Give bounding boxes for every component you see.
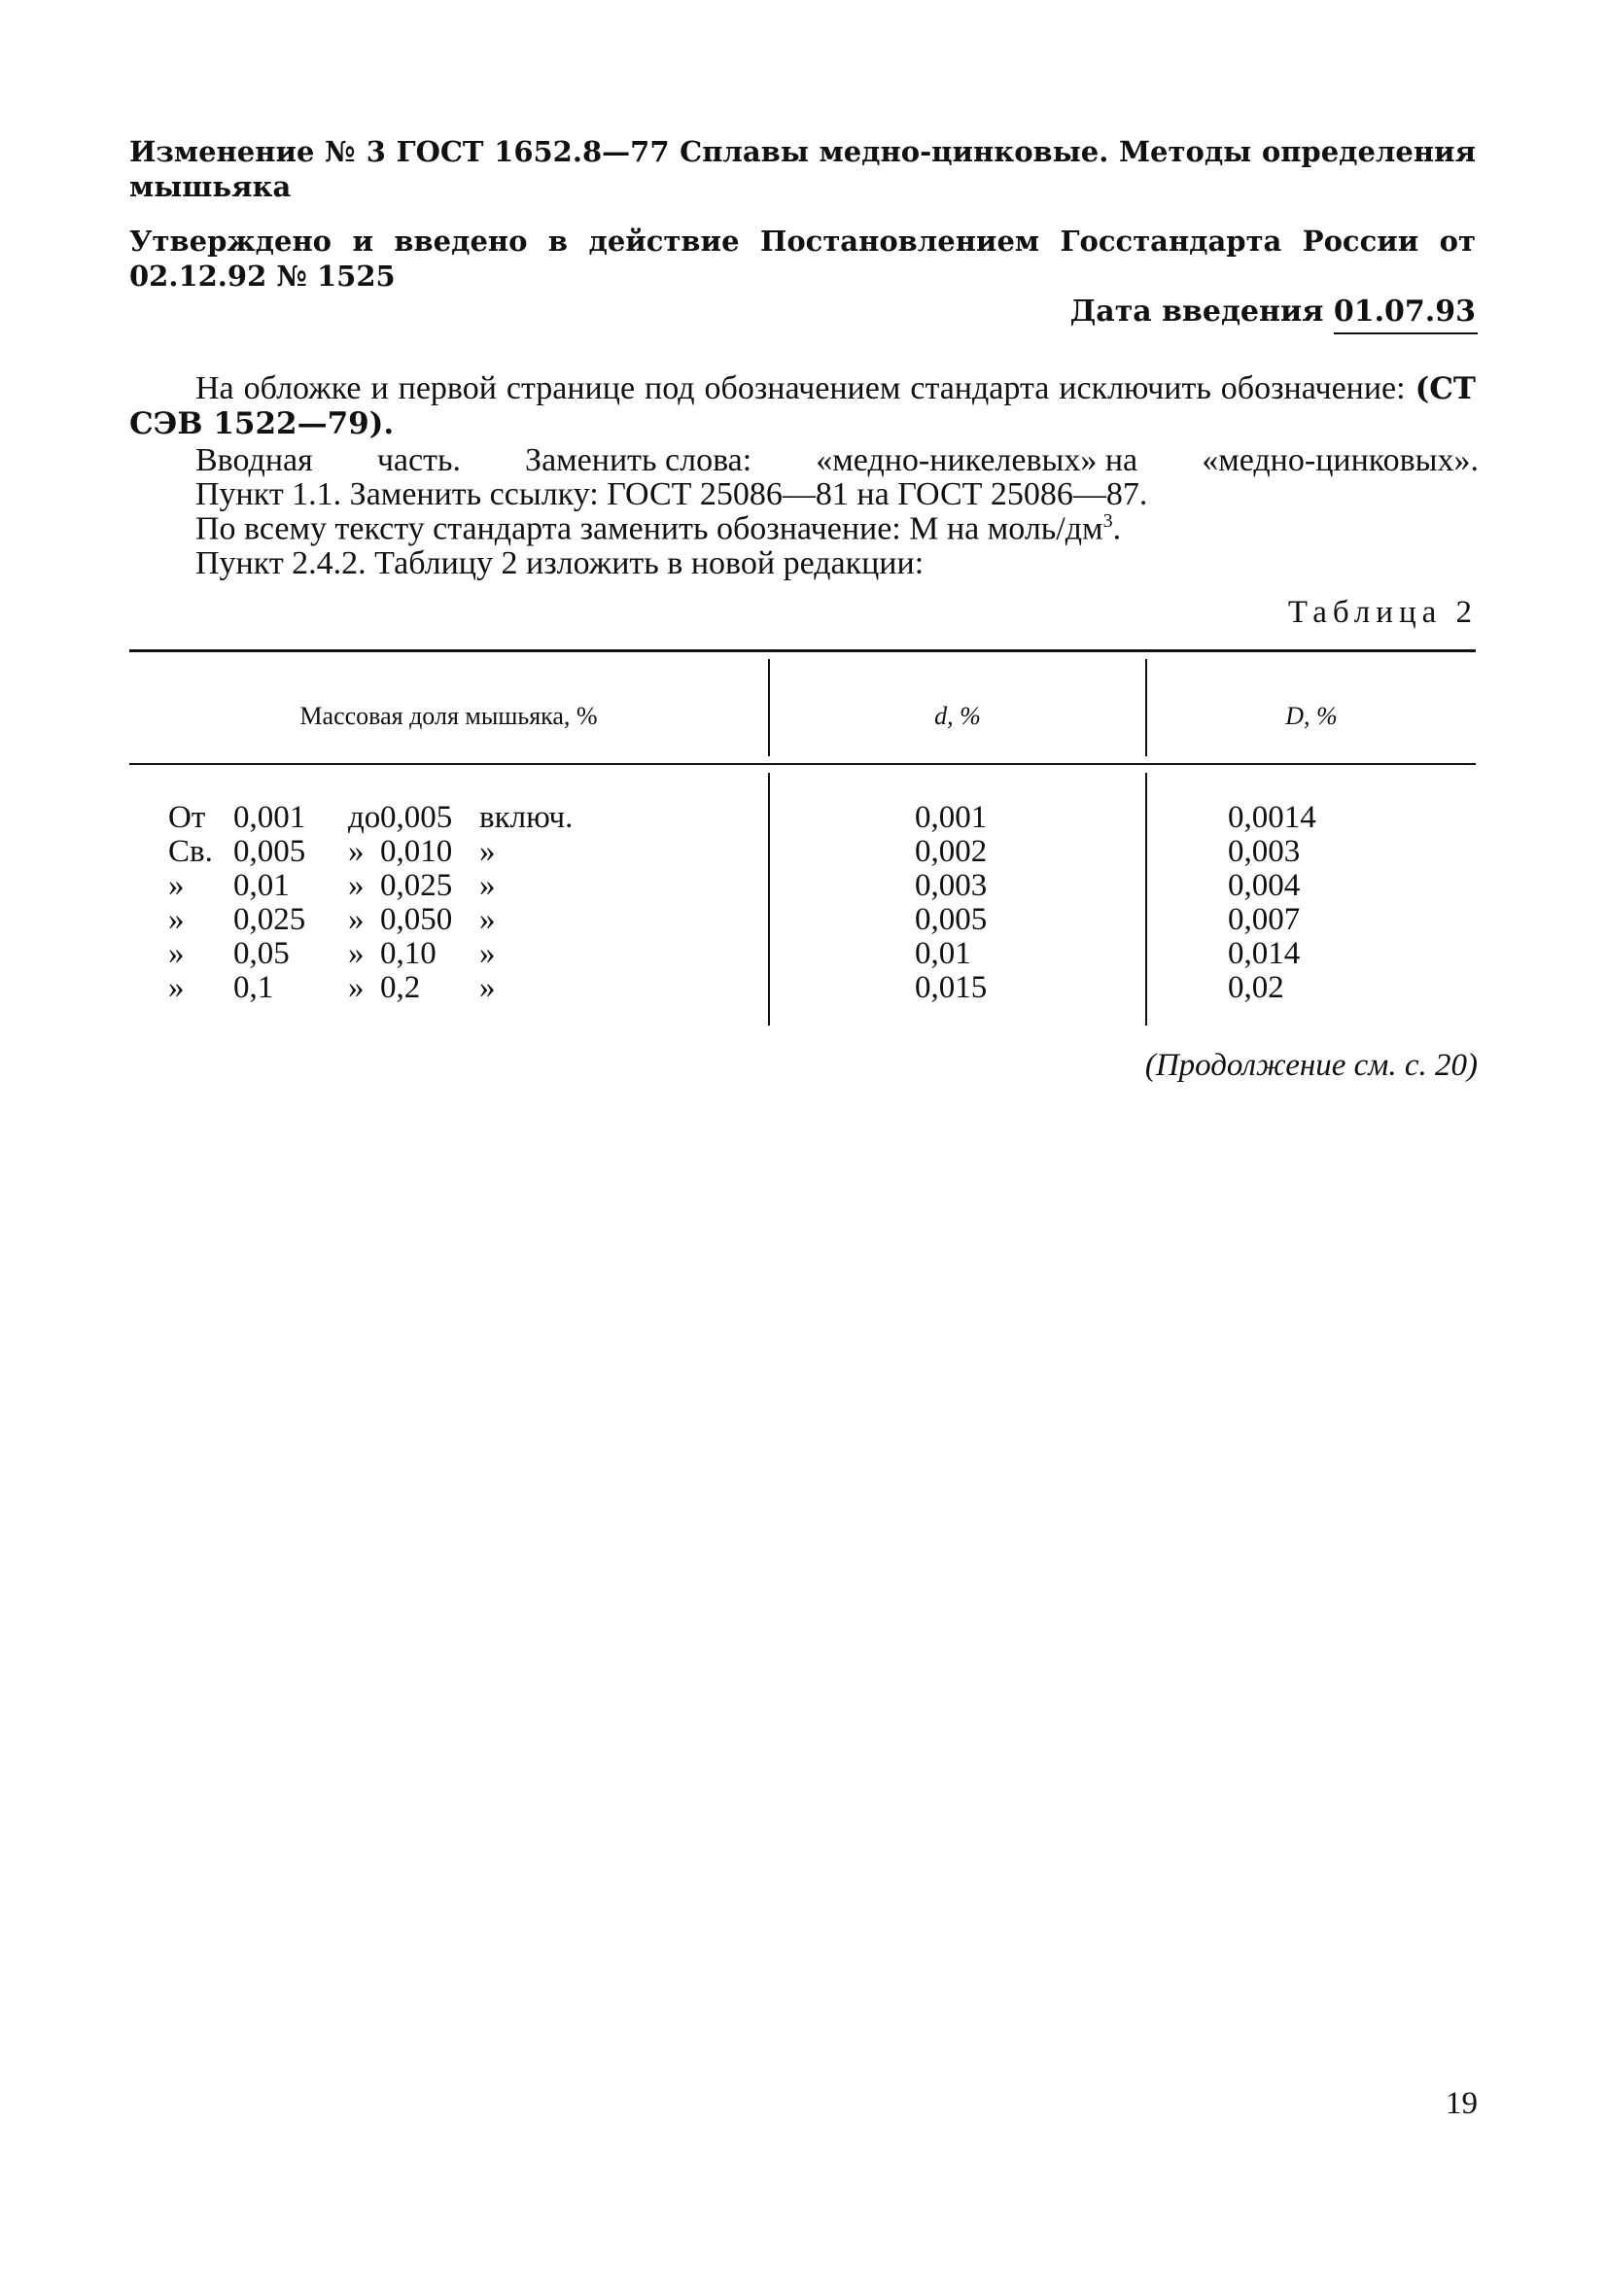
cell-prefix: » (168, 936, 185, 971)
table-row (129, 970, 1476, 1004)
paragraph-intro-b: часть. (376, 442, 461, 478)
cell-suffix: » (479, 834, 496, 869)
table-row (129, 834, 1476, 868)
cell-to: 0,025 (380, 868, 453, 903)
cell-from: 0,005 (233, 834, 306, 869)
cell-prefix: От (168, 800, 206, 835)
cell-from: 0,025 (233, 902, 306, 937)
cell-d: 0,015 (915, 970, 988, 1005)
cell-suffix: » (479, 868, 496, 903)
cell-to-prefix: » (348, 834, 365, 869)
table-caption: Таблица 2 (1287, 595, 1478, 630)
continuation-note: (Продолжение см. с. 20) (1144, 1048, 1478, 1083)
paragraph-cover-text: На обложке и первой странице под обозначением стандарта исключить обозначение: (195, 370, 1406, 406)
cell-to: 0,005 (380, 800, 453, 835)
paragraph-item-1-1: Пункт 1.1. Заменить ссылку: ГОСТ 25086—81 на ГОСТ 25086—87. (195, 476, 1148, 512)
table-header-mass-fraction: Массовая доля мышьяка, % (299, 702, 598, 730)
cell-suffix: » (479, 970, 496, 1005)
paragraph-cover-ref: (СТ СЭВ 1522—79). (129, 371, 1476, 441)
cell-d: 0,005 (915, 902, 988, 937)
amendment-title: Изменение № 3 ГОСТ 1652.8—77 Сплавы медно-цинковые. Методы определения мышьяка (129, 135, 1476, 203)
cell-prefix: Св. (168, 834, 213, 869)
cell-from: 0,1 (233, 970, 274, 1005)
paragraph-intro-e: «медно-цинковых». (1202, 442, 1479, 478)
cell-suffix: включ. (479, 800, 574, 835)
cell-from: 0,05 (233, 936, 290, 971)
cell-to-prefix: » (348, 868, 365, 903)
table-top-rule (129, 649, 1476, 652)
cell-from: 0,001 (233, 800, 306, 835)
paragraph-designation-end: . (1112, 510, 1122, 547)
table-header-rule (129, 763, 1476, 765)
approval-statement: Утверждено и введено в действие Постановлением Госстандарта России от 02.12.92 № 1525 (129, 225, 1476, 293)
paragraph-intro (195, 442, 1479, 479)
paragraph-intro-c: Заменить слова: (525, 442, 752, 478)
table-2 (129, 649, 1476, 1028)
effective-date-value: 01.07.93 (1334, 295, 1478, 334)
cell-to-prefix: » (348, 902, 365, 937)
cell-to-prefix: » (348, 970, 365, 1005)
table-row (129, 902, 1476, 936)
cell-to-prefix: до (348, 800, 381, 835)
cell-from: 0,01 (233, 868, 290, 903)
cell-to: 0,10 (380, 936, 437, 971)
cell-D: 0,02 (1228, 970, 1284, 1005)
cell-d: 0,002 (915, 834, 988, 869)
effective-date (1070, 295, 1478, 334)
paragraph-intro-d: «медно-никелевых» на (816, 442, 1138, 478)
table-header-d: d, % (934, 702, 981, 730)
superscript-3: 3 (1102, 510, 1113, 532)
table-row (129, 868, 1476, 902)
cell-D: 0,007 (1228, 902, 1301, 937)
cell-to: 0,010 (380, 834, 453, 869)
cell-suffix: » (479, 902, 496, 937)
page-number: 19 (1446, 2086, 1478, 2121)
paragraph-designation-text: По всему тексту стандарта заменить обозначение: М на моль/дм (195, 510, 1103, 547)
cell-D: 0,004 (1228, 868, 1301, 903)
paragraph-intro-a: Вводная (195, 442, 313, 478)
table-body (129, 800, 1476, 1004)
cell-to: 0,2 (380, 970, 421, 1005)
cell-d: 0,001 (915, 800, 988, 835)
paragraph-item-2-4-2: Пункт 2.4.2. Таблицу 2 изложить в новой редакции: (195, 545, 925, 581)
cell-suffix: » (479, 936, 496, 971)
table-header-D: D, % (1285, 702, 1338, 730)
cell-prefix: » (168, 902, 185, 937)
cell-prefix: » (168, 868, 185, 903)
cell-D: 0,003 (1228, 834, 1301, 869)
cell-prefix: » (168, 970, 185, 1005)
cell-d: 0,003 (915, 868, 988, 903)
paragraph-designation (195, 510, 1121, 547)
effective-date-label: Дата введения (1069, 295, 1324, 329)
table-row (129, 800, 1476, 834)
cell-D: 0,0014 (1228, 800, 1316, 835)
table-row (129, 936, 1476, 970)
cell-to: 0,050 (380, 902, 453, 937)
cell-to-prefix: » (348, 936, 365, 971)
cell-d: 0,01 (915, 936, 971, 971)
paragraph-cover (129, 371, 1476, 441)
cell-D: 0,014 (1228, 936, 1301, 971)
